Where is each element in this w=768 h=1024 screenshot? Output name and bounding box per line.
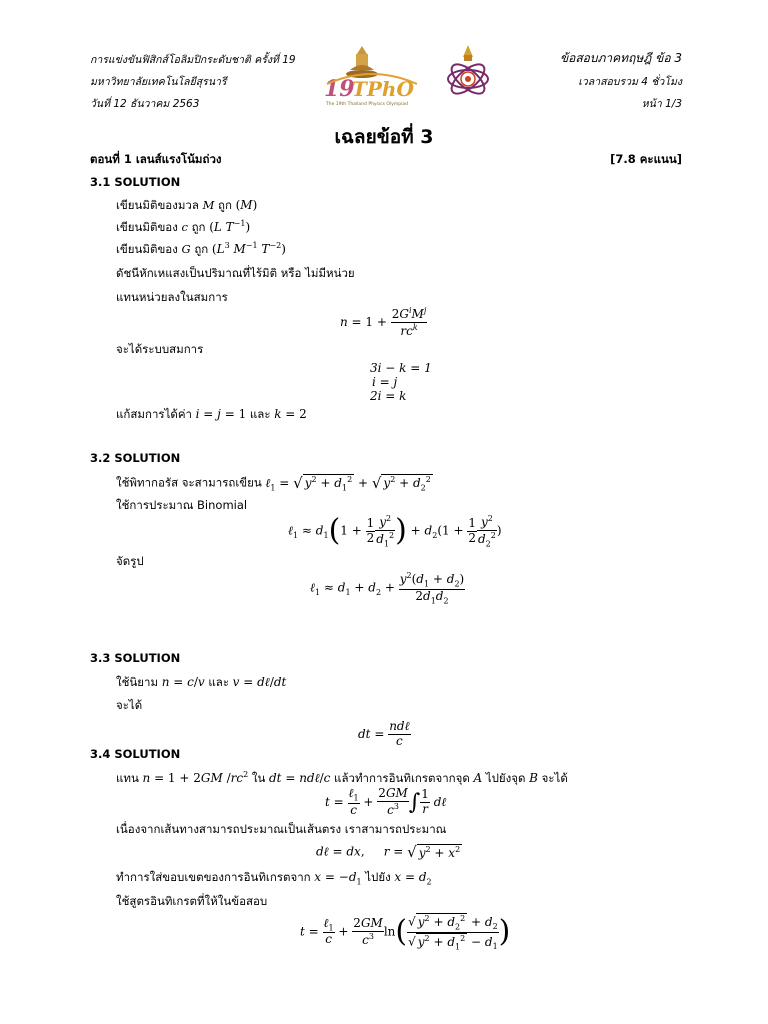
header-university: มหาวิทยาลัยเทคโนโลยีสุรนารี [90,76,227,88]
s32-line-rearrange: จัดรูป [116,554,144,568]
s31-line-c: เขียนมิติของ c ถูก (L $T^{-1}$) [116,219,251,234]
s31-line-dimensionless: ดัชนีหักเหแสงเป็นปริมาณที่ไร้มิติ หรือ ไม่มีหน่วย [116,266,355,280]
equation-time-integral: t = $\frac{\ell_1}{c}$ + $\frac{2GM}{c^3}$ ∫ $\frac{1}{r}$ dℓ [325,786,447,817]
equation-approximation: dℓ = dx, r = √ $y^2 + x^2$ [316,843,461,861]
equation-binomial-approx: ℓ$_1$ ≈ $d_1(1$ + $\frac{1}{2}$ $\frac{y^2}{d_1^2}$ ) + $d_2(1$ + $\frac{1}{2}$ $\frac{y^2}{d_2^2}$ ) [288,513,502,549]
header-exam-problem: ข้อสอบภาคทฤษฎี ข้อ 3 [559,51,682,65]
university-seal [443,43,493,103]
equation-path-length: ℓ$_1$ ≈ $d_1 + d_2$ + $\frac{y^2(d_1 + d_2)}{2d_1d_2}$ [310,571,465,605]
s31-line-solution: แก้สมการได้ค่า i = j = 1 และ k = 2 [116,407,307,421]
s34-line-straight-path: เนื่องจากเส้นทางสามารถประมาณเป็นเส้นตรง เราสามารถประมาณ [116,822,447,836]
header-exam-time: เวลาสอบรวม 4 ชั่วโมง [578,76,682,88]
page-title: เฉลยข้อที่ 3 [334,126,434,148]
equation-system-2: i = j [372,375,398,389]
equation-system-1: 3i − k = 1 [370,361,432,375]
equation-refractive-index: n = 1 + $\frac{2G^iM^j}{rc^k}$ [340,306,427,338]
section-3-2-heading: 3.2 SOLUTION [90,451,181,465]
tpho-logo [322,44,422,108]
s34-line-substitute: แทน n = 1 + 2GM $/rc^2$ ใน dt = ndℓ/c แล้วทำการอินทิเกรตจากจุด A ไปยังจุด B จะได้ [116,770,568,785]
s34-line-formula: ใช้สูตรอินทิเกรตที่ให้ในข้อสอบ [116,894,268,908]
equation-final-time: t = $\frac{\ell_1}{c}$ + $\frac{2GM}{c^3}$ ln( $\frac{√ y^2 + d_2^2 + d_2}{√ y^2 + d_1^2 - d_1}$ ) [300,914,511,951]
s34-line-limits: ทำการใส่ขอบเขตของการอินทิเกรตจาก $x = -d_1$ ไปยัง $x = d_2$ [116,870,432,887]
svg-text:19: 19 [324,76,355,102]
s31-line-substitute: แทนหน่วยลงในสมการ [116,290,228,304]
header-page-number: หน้า 1/3 [641,98,682,110]
s31-line-mass: เขียนมิติของมวล M ถูก (M) [116,198,258,212]
section-3-1-heading: 3.1 SOLUTION [90,175,181,189]
s31-line-system: จะได้ระบบสมการ [116,342,204,356]
s33-line-definition: ใช้นิยาม n = c/v และ v = dℓ/dt [116,675,287,689]
part-score: [7.8 คะแนน] [610,152,682,166]
section-3-4-heading: 3.4 SOLUTION [90,747,181,761]
equation-dt: dt = $\frac{\text{ndℓ}}{c}$ [358,719,410,748]
s33-line-obtain: จะได้ [116,698,143,712]
header-competition: การแข่งขันฟิสิกส์โอลิมปิกระดับชาติ ครั้งที่ 19 [90,54,296,66]
part-heading: ตอนที่ 1 เลนส์แรงโน้มถ่วง [90,152,222,166]
header-date: วันที่ 12 ธันวาคม 2563 [90,98,200,110]
svg-text:TPhO: TPhO [352,77,414,101]
s32-line-binomial: ใช้การประมาณ Binomial [116,498,248,512]
svg-text:The 19th Thailand Physics Olym: The 19th Thailand Physics Olympiad [326,102,408,107]
s32-line-pythagoras: ใช้พิทากอรัส จะสามารถเขียน ℓ$_1$ = √ $y^2 + d_1^2$ + √ $y^2 + d_2^2$ [116,474,431,493]
section-3-3-heading: 3.3 SOLUTION [90,651,181,665]
equation-system-3: 2i = k [370,389,407,403]
s31-line-g: เขียนมิติของ G ถูก ($L^3$ $M^{-1}$ $T^{-2}$) [116,241,286,256]
